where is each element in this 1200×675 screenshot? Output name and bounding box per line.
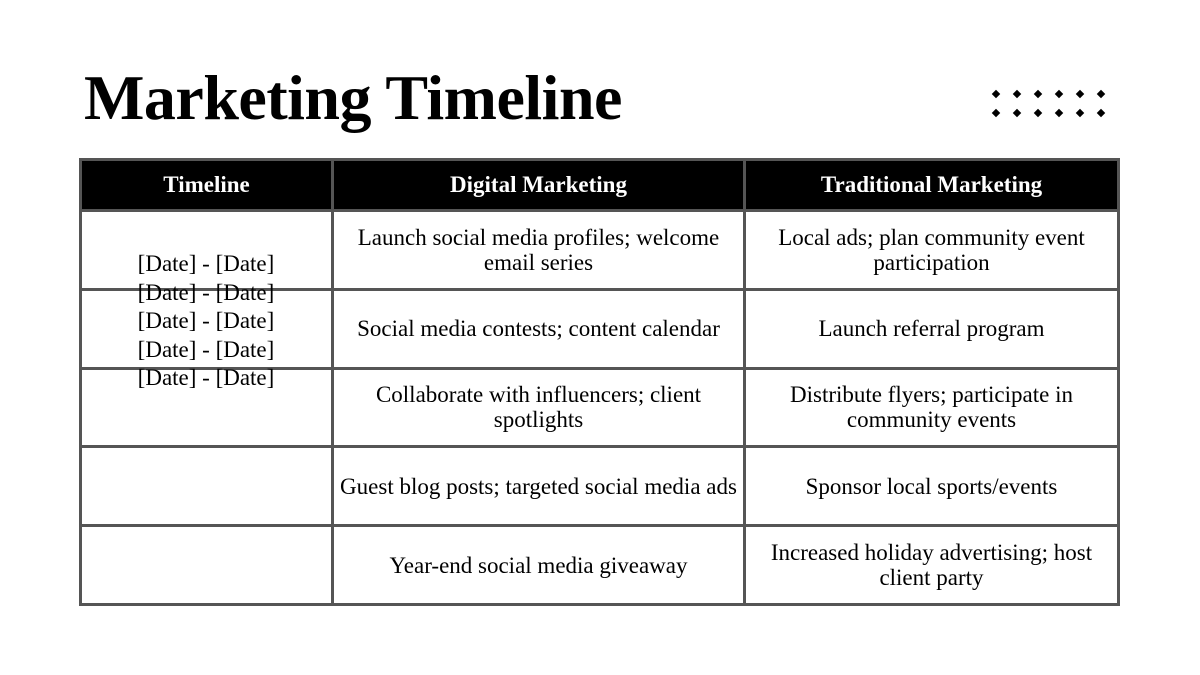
page-title: Marketing Timeline [84, 62, 622, 133]
dot-grid-icon [990, 88, 1114, 122]
traditional-marketing-cell: Launch referral program [745, 289, 1119, 368]
timeline-cell [81, 526, 333, 605]
header-digital-marketing: Digital Marketing [333, 160, 745, 211]
timeline-date: [Date] - [Date] [137, 279, 275, 305]
table-row [81, 211, 1119, 290]
table-row [81, 447, 1119, 526]
timeline-date: [Date] - [Date] [137, 251, 275, 276]
timeline-cell [81, 211, 333, 290]
table-row [81, 526, 1119, 605]
table-row [81, 368, 1119, 447]
digital-marketing-cell: Year-end social media giveaway [333, 526, 745, 605]
traditional-marketing-cell: Local ads; plan community event participation [745, 211, 1119, 290]
timeline-cell [81, 289, 333, 368]
timeline-date: [Date] - [Date] [137, 308, 275, 333]
timeline-cell [81, 447, 333, 526]
table-header-row [81, 160, 1119, 211]
digital-marketing-cell: Collaborate with influencers; client spotlights [333, 368, 745, 447]
digital-marketing-cell: Launch social media profiles; welcome email series [333, 211, 745, 290]
traditional-marketing-cell: Increased holiday advertising; host client party [745, 526, 1119, 605]
traditional-marketing-cell: Distribute flyers; participate in community events [745, 368, 1119, 447]
timeline-date: [Date] - [Date] [137, 365, 275, 390]
header-timeline: Timeline [81, 160, 333, 211]
table-row [81, 289, 1119, 368]
marketing-timeline-table [79, 158, 1120, 606]
digital-marketing-cell: Social media contests; content calendar [333, 289, 745, 368]
header-traditional-marketing: Traditional Marketing [745, 160, 1119, 211]
traditional-marketing-cell: Sponsor local sports/events [745, 447, 1119, 526]
timeline-cell [81, 368, 333, 447]
timeline-date: [Date] - [Date] [137, 336, 275, 362]
digital-marketing-cell: Guest blog posts; targeted social media ads [333, 447, 745, 526]
